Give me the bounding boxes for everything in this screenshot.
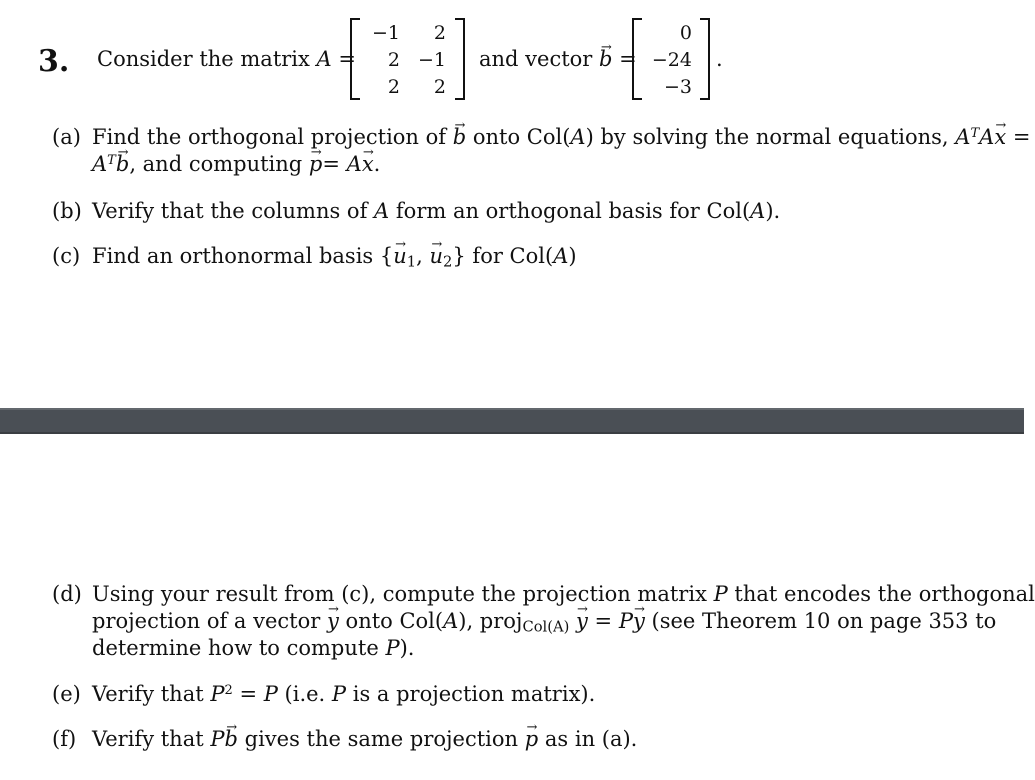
problem-number: 3. — [38, 44, 70, 79]
vector-b-right-bracket — [700, 18, 710, 100]
part-d-line3: determine how to compute P). — [92, 636, 415, 660]
header-period: . — [716, 47, 723, 71]
and-vector-text: and vector → b = — [479, 49, 637, 70]
matrix-a-cell: 2 — [433, 76, 446, 98]
vector-b-left-bracket — [632, 18, 642, 100]
matrix-a-cell: −1 — [417, 49, 446, 71]
vector-b-cell: −3 — [663, 76, 692, 98]
section-divider — [0, 408, 1024, 434]
part-d-line2: projection of a vector → y onto Col(A), proj$_{Col(A)}$ → y = P→ y (see Theorem 10 on page 353 to — [92, 611, 996, 632]
part-d-line1: (d) Using your result from (c), compute the projection matrix P that encodes the orthogonal — [52, 582, 1035, 606]
vector-b-cell: −24 — [651, 49, 692, 71]
matrix-a-cell: 2 — [387, 49, 400, 71]
part-f: (f) Verify that P→ b gives the same projection → p as in (a). — [52, 729, 637, 750]
part-c: (c) Find an orthonormal basis {→ $u_1$, → $u_2$} for Col(A) — [52, 246, 577, 267]
part-a-line1: (a) Find the orthogonal projection of → b onto Col(A) by solving the normal equations, $A^TA\to x$ = — [52, 127, 1030, 148]
problem-intro: Consider the matrix A = — [97, 47, 357, 71]
part-e: (e) Verify that $P^2 = P$ (i.e. P is a projection matrix). — [52, 682, 596, 706]
part-a-line2: $A^T\to b$, and computing → p= A→ x. — [92, 154, 380, 175]
matrix-a-right-bracket — [455, 18, 465, 100]
matrix-a-cell: 2 — [387, 76, 400, 98]
matrix-a-cell: 2 — [433, 22, 446, 44]
vector-b-cell: 0 — [679, 22, 692, 44]
matrix-a-left-bracket — [350, 18, 360, 100]
part-b: (b) Verify that the columns of A form an orthogonal basis for Col(A). — [52, 199, 781, 223]
matrix-a-cell: −1 — [371, 22, 400, 44]
